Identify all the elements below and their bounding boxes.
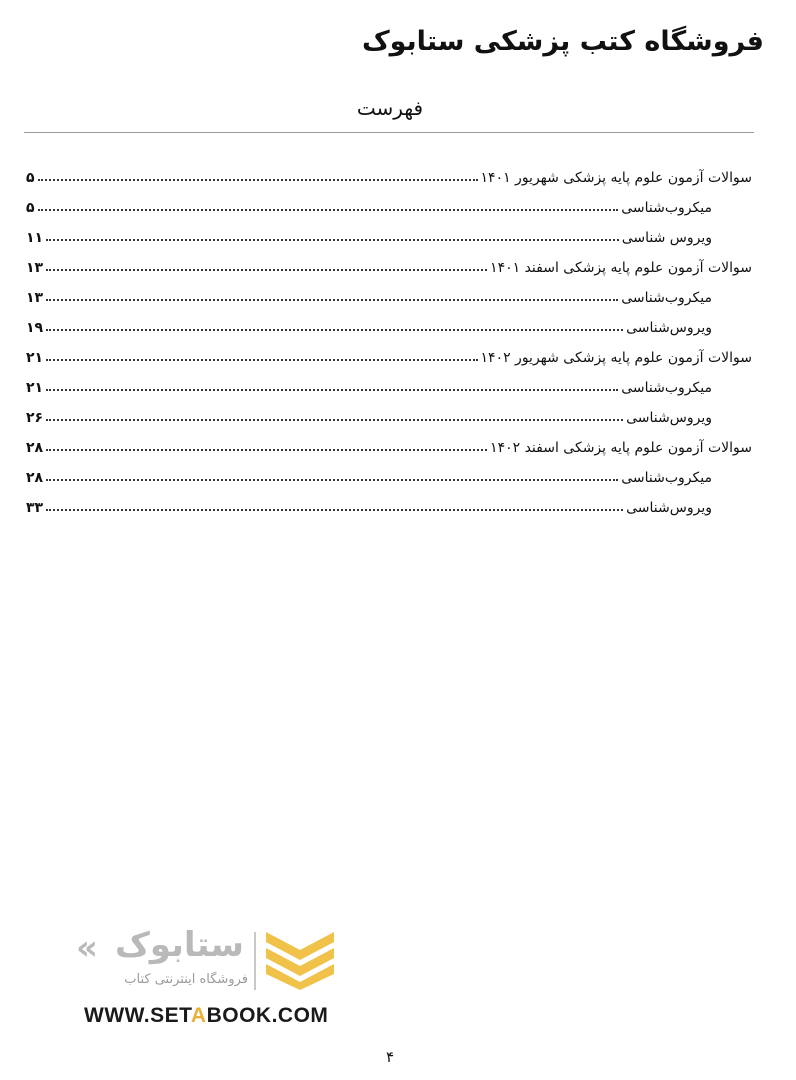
toc-entry-label: میکروب‌شناسی	[621, 200, 712, 216]
toc-heading: فهرست	[356, 96, 424, 120]
toc-entry-page: ۱۳	[26, 290, 44, 306]
toc-entry[interactable]	[26, 396, 752, 426]
toc-entry-label: سوالات آزمون علوم پایه پزشکی اسفند ۱۴۰۱	[490, 260, 752, 276]
logo-tagline: فروشگاه اینترنتی کتاب	[124, 972, 248, 987]
toc-leader-dots	[38, 179, 478, 181]
toc-entry-page: ۱۹	[26, 320, 44, 336]
toc-entry[interactable]	[26, 186, 752, 216]
website-url[interactable]	[84, 1004, 344, 1028]
toc-entry[interactable]	[26, 486, 752, 516]
toc-leader-dots	[46, 479, 618, 481]
toc-entry-page: ۲۱	[26, 350, 44, 366]
toc-entry-page: ۲۸	[26, 470, 44, 486]
toc-entry-page: ۳۳	[26, 500, 44, 516]
url-prefix: WWW.SET	[84, 1004, 191, 1027]
heading-rule	[24, 132, 754, 133]
table-of-contents	[26, 156, 752, 516]
toc-entry-page: ۲۶	[26, 410, 44, 426]
toc-entry-label: سوالات آزمون علوم پایه پزشکی اسفند ۱۴۰۲	[490, 440, 752, 456]
toc-leader-dots	[46, 449, 487, 451]
toc-leader-dots	[46, 329, 623, 331]
toc-entry-label: ویروس‌شناسی	[626, 410, 712, 426]
toc-entry-page: ۲۱	[26, 380, 44, 396]
toc-entry[interactable]	[26, 336, 752, 366]
toc-entry[interactable]	[26, 366, 752, 396]
toc-entry[interactable]	[26, 216, 752, 246]
toc-entry-label: ویروس شناسی	[621, 230, 712, 246]
url-accent: A	[190, 1004, 207, 1027]
toc-leader-dots	[46, 299, 618, 301]
logo-wordmark: ستابوک	[115, 925, 244, 965]
toc-leader-dots	[46, 239, 619, 241]
toc-entry-page: ۱۳	[26, 260, 44, 276]
toc-entry-page: ۵	[26, 200, 35, 216]
toc-entry-label: ویروس‌شناسی	[626, 500, 712, 516]
toc-entry-label: میکروب‌شناسی	[621, 290, 712, 306]
toc-entry[interactable]	[26, 156, 752, 186]
toc-entry-label: ویروس‌شناسی	[626, 320, 712, 336]
toc-entry-page: ۲۸	[26, 440, 44, 456]
toc-leader-dots	[46, 389, 618, 391]
chevron-stack-icon	[262, 928, 338, 990]
toc-leader-dots	[46, 509, 623, 511]
toc-entry[interactable]	[26, 276, 752, 306]
logo-divider	[254, 932, 256, 990]
toc-entry-page: ۵	[26, 170, 35, 186]
toc-entry-label: میکروب‌شناسی	[621, 470, 712, 486]
logo-arrows-icon: «	[76, 928, 92, 968]
toc-entry-label: سوالات آزمون علوم پایه پزشکی شهریور ۱۴۰۱	[480, 170, 752, 186]
toc-entry-label: میکروب‌شناسی	[621, 380, 712, 396]
toc-leader-dots	[46, 419, 623, 421]
toc-entry[interactable]	[26, 426, 752, 456]
store-title: فروشگاه کتب پزشکی ستابوک	[361, 26, 764, 57]
toc-entry-page: ۱۱	[26, 230, 44, 246]
page-number: ۴	[385, 1048, 395, 1066]
toc-entry-label: سوالات آزمون علوم پایه پزشکی شهریور ۱۴۰۲	[480, 350, 752, 366]
toc-leader-dots	[46, 359, 477, 361]
toc-entry[interactable]	[26, 246, 752, 276]
url-suffix: BOOK.COM	[206, 1004, 329, 1027]
toc-leader-dots	[46, 269, 487, 271]
toc-entry[interactable]	[26, 306, 752, 336]
toc-leader-dots	[38, 209, 619, 211]
toc-entry[interactable]	[26, 456, 752, 486]
